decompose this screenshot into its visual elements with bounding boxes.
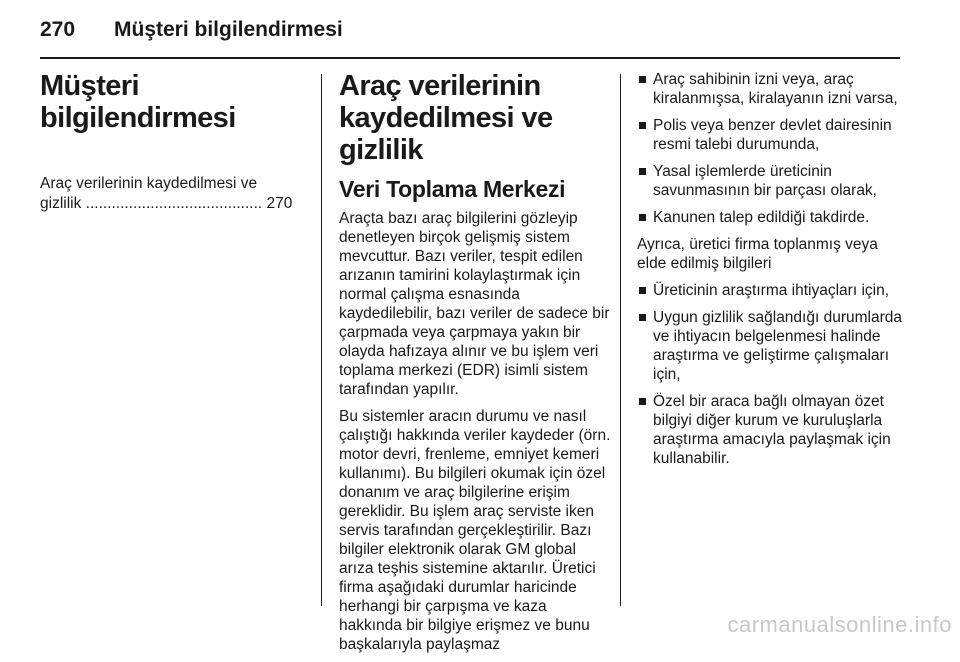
article-title: [339, 70, 613, 166]
list-item-text: Özel bir araca bağlı olmayan özet bilgiyi diğer kurum ve kuruluşlarla araştırma amacıyla paylaşmak için kullanabilir.: [653, 393, 891, 467]
page-number: 270: [40, 18, 76, 41]
list-item-text: Araç sahibinin izni veya, araç kiralanmışsa, kiralayanın izni varsa,: [653, 71, 898, 107]
column-3: [637, 70, 907, 476]
toc-entry-line2: [40, 194, 312, 214]
list-item-text: Üreticinin araştırma ihtiyaçları için,: [653, 282, 890, 299]
bullet-square-icon: [639, 314, 646, 321]
list-item-text: Polis veya benzer devlet dairesinin resmi talebi durumunda,: [653, 117, 892, 153]
column-2: [339, 70, 613, 662]
list-item-text: Yasal işlemlerde üreticinin savunmasının bir parçası olarak,: [653, 163, 877, 199]
bullet-square-icon: [639, 398, 646, 405]
toc-entry-label: gizlilik: [40, 195, 86, 212]
list-item: [637, 162, 907, 200]
bullet-square-icon: [639, 287, 646, 294]
list-item: [637, 70, 907, 108]
list-item: [637, 208, 907, 227]
page-header: [40, 14, 900, 58]
running-title: Müşteri bilgilendirmesi: [114, 18, 343, 41]
toc-page-number: 270: [262, 195, 293, 212]
article-title-line2: kaydedilmesi ve gizlilik: [339, 102, 553, 166]
bullet-square-icon: [639, 214, 646, 221]
bullet-square-icon: [639, 76, 646, 83]
subheading: Veri Toplama Merkezi: [339, 176, 566, 202]
list-item: [637, 116, 907, 154]
body-paragraph: Araçta bazı araç bilgilerini gözleyip denetleyen birçok gelişmiş sistem mevcuttur. Bazı veriler, tespit edilen arızanın tamirini kolaylaştırmak için normal çalışma esnasında kaydedilebilir, bazı veriler de sadece bir çarpmada veya çarpmaya yakın bir olayda hafızaya alınır ve bu işlem veri toplama merkezi (EDR) isimli sistem tarafından yapılır.: [339, 210, 610, 398]
list-item: [637, 392, 907, 468]
article-title-line1: Araç verilerinin: [339, 70, 541, 102]
bullet-list: [637, 281, 907, 468]
list-item-text: Uygun gizlilik sağlandığı durumlarda ve ihtiyacın belgelenmesi halinde araştırma ve geliştirme çalışmaları için,: [653, 309, 902, 383]
bullet-square-icon: [639, 168, 646, 175]
toc-leader-dots: .........................................: [85, 195, 263, 212]
column-1: [40, 70, 312, 214]
section-title: Müşteri bilgilendirmesi: [40, 70, 236, 134]
bullet-square-icon: [639, 122, 646, 129]
bullet-list: [637, 70, 907, 227]
header-rule: [40, 57, 900, 59]
column-divider-2: [620, 74, 621, 606]
column-divider-1: [321, 74, 322, 606]
toc-entry-line1: Araç verilerinin kaydedilmesi ve: [40, 175, 258, 192]
list-item: [637, 308, 907, 384]
toc-entry[interactable]: [40, 174, 312, 214]
body-paragraph: Ayrıca, üretici firma toplanmış veya elde edilmiş bilgileri: [637, 236, 878, 272]
body-paragraph: Bu sistemler aracın durumu ve nasıl çalıştığı hakkında veriler kaydeder (örn. motor devri, frenleme, emniyet kemeri kullanımı). Bu bilgileri okumak için özel donanım ve araç bilgilerine erişim gereklidir. Bu işlem araç serviste iken servis tarafından gerçekleştirilir. Bazı bilgiler elektronik olarak GM global arıza teşhis sistemine aktarılır. Üretici firma aşağıdaki durumlar haricinde herhangi bir çarpışma ve kaza hakkında bir bilgiye erişmez ve bunu başkalarıyla paylaşmaz: [339, 408, 611, 653]
list-item: [637, 281, 907, 300]
list-item-text: Kanunen talep edildiği takdirde.: [653, 209, 870, 226]
watermark: carmanualsonline.info: [727, 612, 952, 637]
